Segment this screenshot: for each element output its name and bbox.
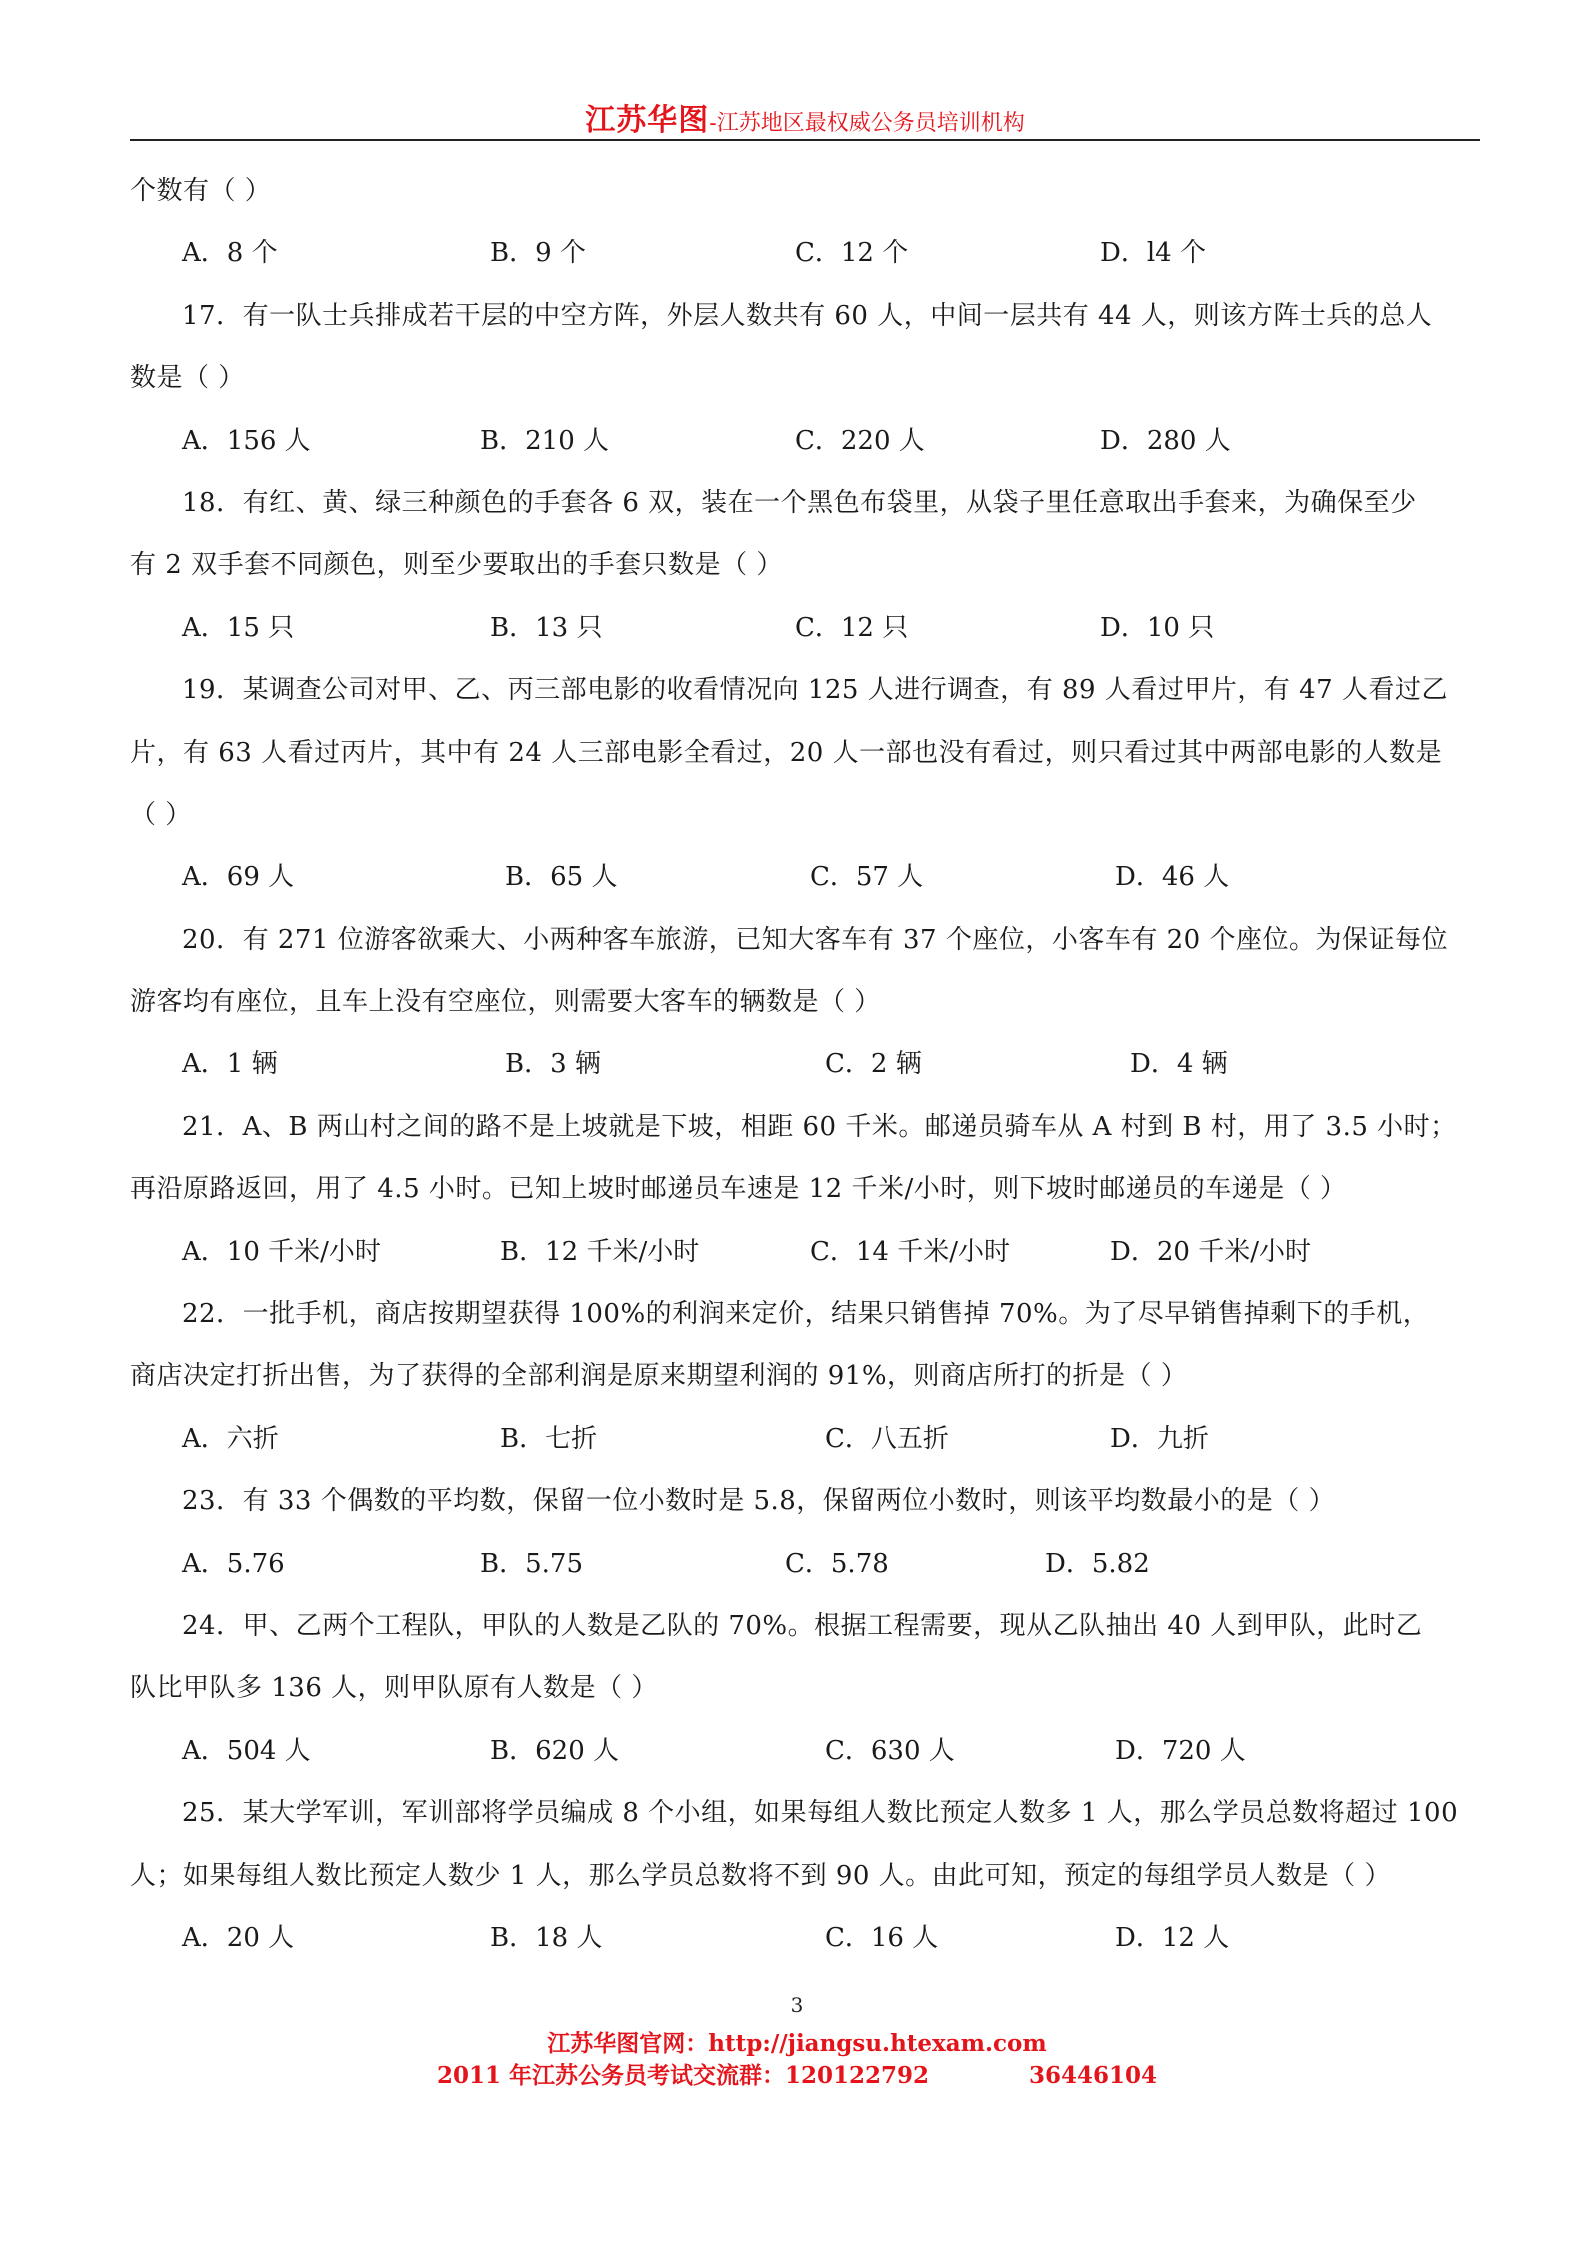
answer-option: D．10 只 [1100,612,1215,643]
answer-options [130,1221,1480,1283]
answer-option: D．4 辆 [1130,1049,1228,1080]
answer-options [130,1033,1480,1095]
page-header [130,95,1480,141]
header-tagline: -江苏地区最权威公务员培训机构 [709,111,1025,136]
answer-option: B．65 人 [505,862,618,893]
answer-option: D．20 千米/小时 [1110,1236,1311,1267]
footer-website: 江苏华图官网：http://jiangsu.htexam.com [547,2030,1047,2057]
question-stem: 23．有 33 个偶数的平均数，保留一位小数时是 5.8，保留两位小数时，则该平均数最小的是（ ） [182,1486,1336,1517]
answer-option: A．504 人 [182,1735,311,1766]
answer-option: C．12 只 [795,612,909,643]
question-text-line: 数是（ ） [130,363,245,394]
answer-option: B．620 人 [490,1735,619,1766]
answer-options [130,1533,1480,1595]
header-brand: 江苏华图 [585,103,710,138]
answer-options [130,222,1480,284]
answer-option: C．14 千米/小时 [810,1236,1011,1267]
question-text-line: 个数有（ ） [130,176,272,206]
answer-options [130,410,1480,472]
answer-option: B．七折 [500,1423,598,1454]
answer-option: A．1 辆 [182,1049,278,1080]
answer-option: A．5.76 [182,1548,285,1579]
answer-option: D．l4 个 [1100,238,1206,269]
answer-option: A．六折 [182,1423,279,1454]
answer-options [130,1408,1480,1470]
answer-option: B．3 辆 [505,1049,601,1080]
question-stem: 25．某大学军训，军训部将学员编成 8 个小组，如果每组人数比预定人数多 1 人，那么学员总数将超过 100 [182,1798,1459,1829]
answer-option: C．220 人 [795,425,925,456]
question-text-line: 队比甲队多 136 人，则甲队原有人数是（ ） [130,1673,658,1704]
answer-option: D．720 人 [1115,1735,1246,1766]
answer-option: C．16 人 [825,1922,939,1953]
answer-options [130,846,1480,908]
question-stem: 24．甲、乙两个工程队，甲队的人数是乙队的 70%。根据工程需要，现从乙队抽出 40 人到甲队，此时乙 [182,1610,1423,1641]
question-text-line: 商店决定打折出售，为了获得的全部利润是原来期望利润的 91%，则商店所打的折是（ ） [130,1361,1188,1392]
question-text-line: 片，有 63 人看过丙片，其中有 24 人三部电影全看过，20 人一部也没有看过，则只看过其中两部电影的人数是 [130,737,1443,768]
answer-option: C．5.78 [785,1548,889,1579]
question-stem: 19．某调查公司对甲、乙、丙三部电影的收看情况向 125 人进行调查，有 89 人看过甲片，有 47 人看过乙 [182,675,1448,706]
question-text-line: 游客均有座位，且车上没有空座位，则需要大客车的辆数是（ ） [130,987,881,1018]
answer-option: D．九折 [1110,1423,1209,1454]
answer-option: B．5.75 [480,1548,583,1579]
answer-option: C．630 人 [825,1735,955,1766]
answer-option: C．八五折 [825,1423,949,1454]
answer-option: D．280 人 [1100,425,1231,456]
answer-option: D．46 人 [1115,862,1230,893]
answer-option: C．12 个 [795,238,909,269]
answer-option: D．12 人 [1115,1922,1230,1953]
answer-options [130,597,1480,659]
footer-qq-groups [0,2057,1594,2090]
answer-option: A．10 千米/小时 [182,1236,381,1267]
question-content [130,160,1480,1969]
answer-option: A．20 人 [182,1922,295,1953]
footer-qq-group-2: 36446104 [1029,2062,1158,2089]
question-stem: 22．一批手机，商店按期望获得 100%的利润来定价，结果只销售掉 70%。为了尽早销售掉剩下的手机， [182,1299,1430,1330]
answer-option: D．5.82 [1045,1548,1150,1579]
answer-option: B．13 只 [490,612,603,643]
page-number: 3 [790,1993,804,2017]
answer-option: B．12 千米/小时 [500,1236,700,1267]
footer-qq-group-1: 2011 年江苏公务员考试交流群：120122792 [436,2062,930,2089]
question-text-line: 再沿原路返回，用了 4.5 小时。已知上坡时邮递员车速是 12 千米/小时，则下坡时邮递员的车递是（ ） [130,1174,1347,1205]
answer-option: A．15 只 [182,612,295,643]
answer-option: C．2 辆 [825,1049,922,1080]
question-text-line: （ ） [130,799,192,830]
answer-option: B．9 个 [490,238,586,269]
answer-options [130,1907,1480,1969]
question-text-line: 人；如果每组人数比预定人数少 1 人，那么学员总数将不到 90 人。由此可知，预定的每组学员人数是（ ） [130,1860,1391,1891]
answer-option: C．57 人 [810,862,924,893]
answer-option: A．156 人 [182,425,311,456]
question-text-line: 有 2 双手套不同颜色，则至少要取出的手套只数是（ ） [130,550,783,581]
answer-option: A．8 个 [182,238,278,269]
answer-option: B．210 人 [480,425,609,456]
question-stem: 20．有 271 位游客欲乘大、小两种客车旅游，已知大客车有 37 个座位，小客车有 20 个座位。为保证每位 [182,924,1448,955]
answer-option: B．18 人 [490,1922,603,1953]
question-stem: 21．A、B 两山村之间的路不是上坡就是下坡，相距 60 千米。邮递员骑车从 A 村到 B 村，用了 3.5 小时； [182,1111,1457,1142]
answer-option: A．69 人 [182,862,295,893]
answer-options [130,1720,1480,1782]
question-stem: 17．有一队士兵排成若干层的中空方阵，外层人数共有 60 人，中间一层共有 44 人，则该方阵士兵的总人 [182,300,1433,331]
question-stem: 18．有红、黄、绿三种颜色的手套各 6 双，装在一个黑色布袋里，从袋子里任意取出手套来，为确保至少 [182,487,1417,518]
